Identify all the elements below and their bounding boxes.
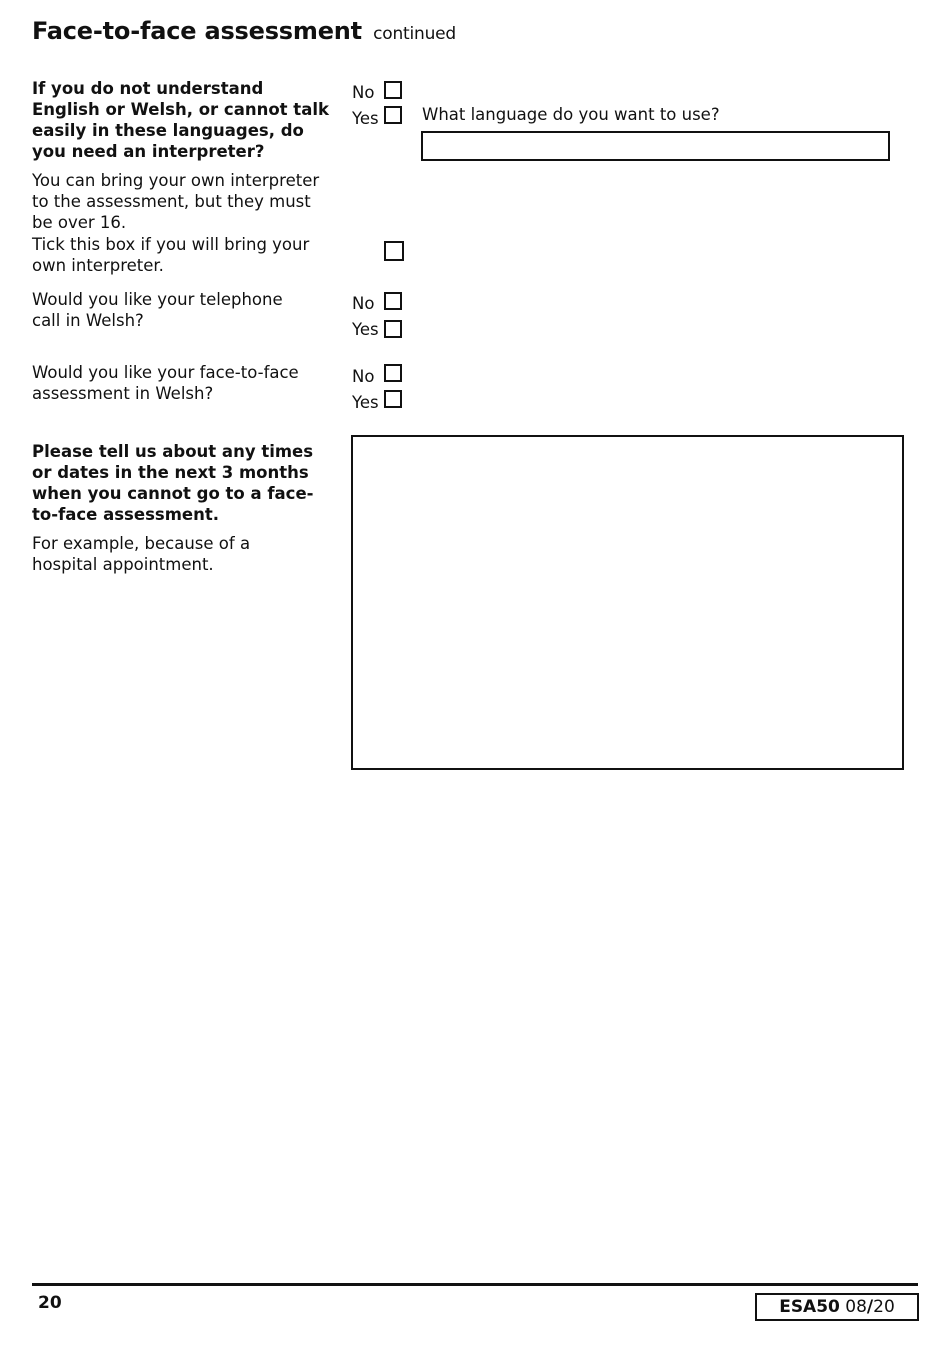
form-date-separator: / bbox=[866, 1297, 874, 1317]
welsh-call-yes-label: Yes bbox=[352, 320, 379, 339]
own-interpreter-tick-text: Tick this box if you will bring your own interpreter. bbox=[32, 235, 310, 275]
interpreter-yes-checkbox[interactable] bbox=[384, 106, 402, 124]
form-month: 08 bbox=[845, 1297, 867, 1317]
welsh-call-no-label: No bbox=[352, 294, 375, 313]
welsh-call-question: Would you like your telephone call in Welsh? bbox=[32, 290, 283, 330]
welsh-assessment-no-label: No bbox=[352, 367, 375, 386]
interpreter-no-checkbox[interactable] bbox=[384, 81, 402, 99]
page-title-text: Face-to-face assessment bbox=[32, 17, 362, 45]
interpreter-no-label: No bbox=[352, 83, 375, 102]
welsh-assessment-yes-checkbox[interactable] bbox=[384, 390, 402, 408]
form-code: ESA50 bbox=[779, 1297, 840, 1317]
welsh-assessment-question: Would you like your face-to-face assessment in Welsh? bbox=[32, 363, 299, 403]
interpreter-yes-label: Yes bbox=[352, 109, 379, 128]
page-title bbox=[32, 17, 456, 45]
unavailable-dates-textarea[interactable] bbox=[351, 435, 904, 770]
welsh-call-yes-checkbox[interactable] bbox=[384, 320, 402, 338]
footer-divider bbox=[32, 1283, 918, 1286]
unavailable-dates-question: Please tell us about any times or dates in the next 3 months when you cannot go to a face-to-face assessment. bbox=[32, 442, 314, 524]
welsh-call-no-checkbox[interactable] bbox=[384, 292, 402, 310]
own-interpreter-note: You can bring your own interpreter to the assessment, but they must be over 16. bbox=[32, 171, 320, 232]
form-year: 20 bbox=[873, 1297, 895, 1317]
form-reference bbox=[755, 1293, 919, 1321]
welsh-assessment-yes-label: Yes bbox=[352, 393, 379, 412]
interpreter-question: If you do not understand English or Welsh, or cannot talk easily in these languages, do you need an interpreter? bbox=[32, 79, 329, 161]
welsh-assessment-no-checkbox[interactable] bbox=[384, 364, 402, 382]
page-number: 20 bbox=[38, 1293, 62, 1313]
own-interpreter-checkbox[interactable] bbox=[384, 241, 404, 261]
language-prompt: What language do you want to use? bbox=[422, 105, 720, 124]
page-title-continued: continued bbox=[373, 24, 457, 44]
language-input[interactable] bbox=[421, 131, 890, 161]
unavailable-dates-example: For example, because of a hospital appointment. bbox=[32, 534, 251, 574]
